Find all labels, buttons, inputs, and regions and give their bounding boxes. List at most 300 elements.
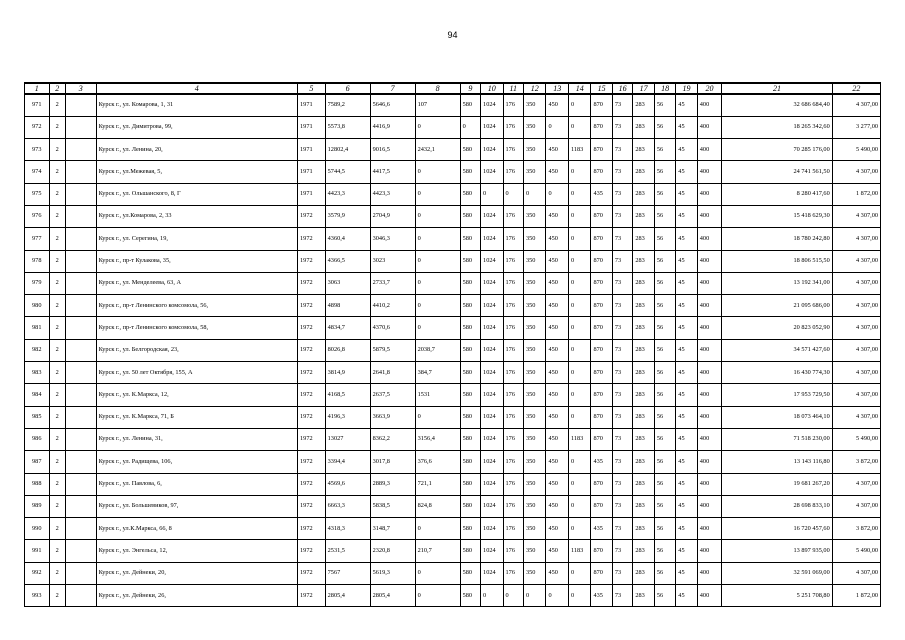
table-row xyxy=(25,518,881,540)
table-cell: 56 xyxy=(654,585,675,607)
table-cell: 450 xyxy=(546,139,568,161)
table-cell: 0 xyxy=(568,317,590,339)
table-cell: 4360,4 xyxy=(325,228,370,250)
table-cell: 0 xyxy=(415,518,460,540)
table-cell: 350 xyxy=(523,94,545,116)
table-cell: 400 xyxy=(697,406,722,428)
table-cell: 350 xyxy=(523,451,545,473)
table-cell: 985 xyxy=(25,406,50,428)
table-cell: 350 xyxy=(523,228,545,250)
table-cell: 16 430 774,30 xyxy=(722,362,832,384)
table-cell: Курск г., ул. Дейнеки, 26, xyxy=(96,585,297,607)
table-cell: 45 xyxy=(676,362,697,384)
table-cell: 350 xyxy=(523,161,545,183)
table-cell: 0 xyxy=(546,585,568,607)
table-row xyxy=(25,562,881,584)
table-cell: 450 xyxy=(546,250,568,272)
table-cell: 3063 xyxy=(325,272,370,294)
table-body xyxy=(25,94,881,607)
table-cell: 3814,9 xyxy=(325,362,370,384)
table-cell: Курск г., ул. Большевиков, 97, xyxy=(96,495,297,517)
table-cell: 870 xyxy=(591,94,612,116)
table-cell: 870 xyxy=(591,562,612,584)
table-cell: 20 823 052,90 xyxy=(722,317,832,339)
table-cell: 56 xyxy=(654,428,675,450)
table-cell: 580 xyxy=(460,94,480,116)
table-cell: 56 xyxy=(654,317,675,339)
table-cell: 176 xyxy=(503,228,523,250)
column-header: 5 xyxy=(298,83,326,94)
table-cell: 580 xyxy=(460,540,480,562)
table-cell: 176 xyxy=(503,205,523,227)
table-cell: 824,8 xyxy=(415,495,460,517)
table-row xyxy=(25,116,881,138)
table-cell: 435 xyxy=(591,585,612,607)
table-cell: 1183 xyxy=(568,139,590,161)
table-cell: 107 xyxy=(415,94,460,116)
column-header: 22 xyxy=(832,83,880,94)
table-cell: 2889,3 xyxy=(370,473,415,495)
table-cell: 0 xyxy=(415,250,460,272)
table-cell xyxy=(65,139,96,161)
table-cell: 450 xyxy=(546,339,568,361)
table-cell: 971 xyxy=(25,94,50,116)
table-cell: 45 xyxy=(676,228,697,250)
column-header: 3 xyxy=(65,83,96,94)
table-cell: 45 xyxy=(676,272,697,294)
table-cell: 2 xyxy=(49,518,65,540)
table-cell: Курск г., ул. Комарова, 1, 31 xyxy=(96,94,297,116)
table-cell: 986 xyxy=(25,428,50,450)
table-cell: 580 xyxy=(460,183,480,205)
table-cell: 283 xyxy=(633,295,654,317)
table-cell: 580 xyxy=(460,272,480,294)
table-cell: 1024 xyxy=(481,384,503,406)
table-cell xyxy=(65,272,96,294)
table-cell: 2 xyxy=(49,94,65,116)
table-cell: 1024 xyxy=(481,518,503,540)
table-cell: 2 xyxy=(49,406,65,428)
table-cell: 580 xyxy=(460,518,480,540)
table-cell: 450 xyxy=(546,428,568,450)
table-cell: Курск г., пр-т Ленинского комсомола, 58, xyxy=(96,317,297,339)
table-cell: 0 xyxy=(415,295,460,317)
column-header: 6 xyxy=(325,83,370,94)
table-cell: 1972 xyxy=(298,428,326,450)
table-cell: 176 xyxy=(503,94,523,116)
table-cell: 45 xyxy=(676,406,697,428)
table-cell xyxy=(65,562,96,584)
header-row xyxy=(25,83,881,94)
table-row xyxy=(25,250,881,272)
table-cell: 210,7 xyxy=(415,540,460,562)
column-header: 11 xyxy=(503,83,523,94)
table-cell: 400 xyxy=(697,295,722,317)
table-cell: 283 xyxy=(633,228,654,250)
table-cell: 0 xyxy=(503,183,523,205)
table-cell: 400 xyxy=(697,317,722,339)
table-cell: Курск г., ул.К.Маркса, 66, 8 xyxy=(96,518,297,540)
table-cell: 3 277,00 xyxy=(832,116,880,138)
table-cell: 870 xyxy=(591,428,612,450)
table-cell: Курск г., ул. К.Маркса, 12, xyxy=(96,384,297,406)
table-cell: 1024 xyxy=(481,540,503,562)
table-cell: 4 307,00 xyxy=(832,384,880,406)
table-cell: 400 xyxy=(697,161,722,183)
table-cell: 450 xyxy=(546,205,568,227)
table-cell: 1972 xyxy=(298,406,326,428)
table-cell: 2704,9 xyxy=(370,205,415,227)
table-cell: 73 xyxy=(612,317,632,339)
table-cell: 400 xyxy=(697,94,722,116)
table-cell: 0 xyxy=(415,317,460,339)
table-cell: 580 xyxy=(460,250,480,272)
table-cell: Курск г., ул. Энгельса, 12, xyxy=(96,540,297,562)
table-cell: 0 xyxy=(415,562,460,584)
table-cell: 5573,8 xyxy=(325,116,370,138)
table-cell: 0 xyxy=(568,272,590,294)
table-cell: 283 xyxy=(633,518,654,540)
table-cell: Курск г., ул.Комарова, 2, 33 xyxy=(96,205,297,227)
table-cell: 283 xyxy=(633,339,654,361)
table-cell xyxy=(65,161,96,183)
table-cell: Курск г., ул. Павлова, 6, xyxy=(96,473,297,495)
table-cell: 1024 xyxy=(481,205,503,227)
table-cell: 0 xyxy=(568,562,590,584)
table-cell: 56 xyxy=(654,161,675,183)
table-cell: 2 xyxy=(49,473,65,495)
table-cell: 6663,3 xyxy=(325,495,370,517)
table-cell: 176 xyxy=(503,428,523,450)
table-cell: 176 xyxy=(503,317,523,339)
table-cell: 56 xyxy=(654,183,675,205)
table-cell: 977 xyxy=(25,228,50,250)
table-row xyxy=(25,585,881,607)
table-cell: 2531,5 xyxy=(325,540,370,562)
table-cell: 15 418 629,30 xyxy=(722,205,832,227)
table-cell: 721,1 xyxy=(415,473,460,495)
table-cell: 2320,8 xyxy=(370,540,415,562)
table-cell: 4410,2 xyxy=(370,295,415,317)
table-cell: 0 xyxy=(568,205,590,227)
table-row xyxy=(25,94,881,116)
table-cell: 4 307,00 xyxy=(832,362,880,384)
table-row xyxy=(25,362,881,384)
table-cell: 0 xyxy=(568,339,590,361)
table-cell: 0 xyxy=(568,473,590,495)
table-cell: 993 xyxy=(25,585,50,607)
table-cell: 176 xyxy=(503,451,523,473)
table-cell: 73 xyxy=(612,116,632,138)
table-cell: 400 xyxy=(697,272,722,294)
table-cell: 5619,3 xyxy=(370,562,415,584)
table-cell: 350 xyxy=(523,473,545,495)
table-cell: 5 490,00 xyxy=(832,139,880,161)
column-header: 9 xyxy=(460,83,480,94)
table-cell: 1024 xyxy=(481,116,503,138)
table-cell: 2805,4 xyxy=(325,585,370,607)
table-cell: 0 xyxy=(546,116,568,138)
table-cell: 870 xyxy=(591,250,612,272)
table-cell: 0 xyxy=(415,205,460,227)
table-cell: 435 xyxy=(591,451,612,473)
table-cell: 1972 xyxy=(298,272,326,294)
table-cell: 0 xyxy=(546,183,568,205)
column-header: 12 xyxy=(523,83,545,94)
table-cell: 870 xyxy=(591,495,612,517)
table-cell xyxy=(65,317,96,339)
table-row xyxy=(25,317,881,339)
table-cell xyxy=(65,518,96,540)
table-cell: 350 xyxy=(523,295,545,317)
table-cell: 45 xyxy=(676,540,697,562)
table-cell xyxy=(65,540,96,562)
table-cell: 73 xyxy=(612,295,632,317)
table-cell: 350 xyxy=(523,362,545,384)
table-cell: 1971 xyxy=(298,116,326,138)
table-cell: 350 xyxy=(523,116,545,138)
table-cell: 283 xyxy=(633,116,654,138)
table-cell: 450 xyxy=(546,272,568,294)
table-cell: 983 xyxy=(25,362,50,384)
table-cell: 13 192 341,00 xyxy=(722,272,832,294)
table-cell: 45 xyxy=(676,183,697,205)
table-cell: 28 698 833,10 xyxy=(722,495,832,517)
column-header: 14 xyxy=(568,83,590,94)
table-cell: 4 307,00 xyxy=(832,495,880,517)
table-cell: 450 xyxy=(546,451,568,473)
table-cell: 4366,5 xyxy=(325,250,370,272)
table-cell: 45 xyxy=(676,317,697,339)
table-cell: 24 741 561,50 xyxy=(722,161,832,183)
table-cell: 283 xyxy=(633,139,654,161)
table-cell: 989 xyxy=(25,495,50,517)
table-cell: 1972 xyxy=(298,451,326,473)
table-cell xyxy=(65,384,96,406)
table-cell: 870 xyxy=(591,406,612,428)
table-cell: Курск г., ул. Димитрова, 99, xyxy=(96,116,297,138)
table-cell xyxy=(65,339,96,361)
table-cell: 2 xyxy=(49,451,65,473)
table-cell: 56 xyxy=(654,362,675,384)
column-header: 20 xyxy=(697,83,722,94)
page-number: 94 xyxy=(447,30,458,40)
table-cell: 4 307,00 xyxy=(832,250,880,272)
table-cell: 1971 xyxy=(298,183,326,205)
table-cell: 56 xyxy=(654,540,675,562)
table-cell: 2432,1 xyxy=(415,139,460,161)
table-row xyxy=(25,139,881,161)
table-cell: 580 xyxy=(460,406,480,428)
table-row xyxy=(25,205,881,227)
table-cell: 450 xyxy=(546,94,568,116)
table-cell: 176 xyxy=(503,272,523,294)
table-cell: 870 xyxy=(591,228,612,250)
table-cell: 5 251 708,80 xyxy=(722,585,832,607)
column-header: 10 xyxy=(481,83,503,94)
table-cell: 0 xyxy=(415,406,460,428)
table-cell: 4416,9 xyxy=(370,116,415,138)
table-cell: 350 xyxy=(523,495,545,517)
table-cell xyxy=(65,495,96,517)
table-cell: 1024 xyxy=(481,161,503,183)
table-cell: 580 xyxy=(460,562,480,584)
table-cell: 3 872,00 xyxy=(832,518,880,540)
table-cell: 45 xyxy=(676,428,697,450)
table-cell: 56 xyxy=(654,94,675,116)
table-cell: 1183 xyxy=(568,428,590,450)
table-row xyxy=(25,295,881,317)
table-cell: 2 xyxy=(49,116,65,138)
table-cell: 18 780 242,80 xyxy=(722,228,832,250)
table-cell: 73 xyxy=(612,228,632,250)
table-cell: 1971 xyxy=(298,161,326,183)
table-cell: 350 xyxy=(523,540,545,562)
table-cell: 176 xyxy=(503,116,523,138)
table-cell: 56 xyxy=(654,295,675,317)
table-cell: 176 xyxy=(503,495,523,517)
table-cell: 350 xyxy=(523,339,545,361)
table-cell: 0 xyxy=(568,161,590,183)
table-cell: 2 xyxy=(49,139,65,161)
table-cell: 16 720 457,60 xyxy=(722,518,832,540)
table-cell: 450 xyxy=(546,406,568,428)
table-cell: 450 xyxy=(546,562,568,584)
table-cell: 972 xyxy=(25,116,50,138)
table-cell: Курск г., пр-т Кулакова, 35, xyxy=(96,250,297,272)
table-cell: 2 xyxy=(49,228,65,250)
table-cell: 13 897 935,00 xyxy=(722,540,832,562)
table-cell: 4417,5 xyxy=(370,161,415,183)
table-cell: 450 xyxy=(546,295,568,317)
table-cell: 400 xyxy=(697,384,722,406)
column-header: 16 xyxy=(612,83,632,94)
table-cell: 5744,5 xyxy=(325,161,370,183)
table-cell: 283 xyxy=(633,585,654,607)
table-cell: 400 xyxy=(697,205,722,227)
table-cell: 0 xyxy=(460,116,480,138)
table-cell: 580 xyxy=(460,339,480,361)
table-cell: 1972 xyxy=(298,339,326,361)
table-cell: 1971 xyxy=(298,139,326,161)
table-cell: 176 xyxy=(503,473,523,495)
table-row xyxy=(25,272,881,294)
table-cell: 56 xyxy=(654,116,675,138)
table-cell: 2 xyxy=(49,317,65,339)
table-cell: 3663,9 xyxy=(370,406,415,428)
table-cell: 45 xyxy=(676,250,697,272)
table-cell: 4898 xyxy=(325,295,370,317)
table-cell: 73 xyxy=(612,94,632,116)
table-cell: 580 xyxy=(460,362,480,384)
table-cell: 8026,8 xyxy=(325,339,370,361)
table-cell: 4 307,00 xyxy=(832,161,880,183)
table-cell: 283 xyxy=(633,428,654,450)
table-cell: 400 xyxy=(697,428,722,450)
table-cell: 283 xyxy=(633,250,654,272)
table-cell: 12802,4 xyxy=(325,139,370,161)
table-cell: 376,6 xyxy=(415,451,460,473)
table-cell: 870 xyxy=(591,384,612,406)
table-cell: 1024 xyxy=(481,139,503,161)
table-cell: Курск г., ул. Белгородская, 23, xyxy=(96,339,297,361)
table-row xyxy=(25,473,881,495)
table-cell: 4 307,00 xyxy=(832,406,880,428)
table-cell xyxy=(65,451,96,473)
table-cell: 0 xyxy=(568,406,590,428)
table-cell: 435 xyxy=(591,183,612,205)
table-cell: 4318,3 xyxy=(325,518,370,540)
table-cell: 870 xyxy=(591,139,612,161)
table-cell: 350 xyxy=(523,518,545,540)
table-row xyxy=(25,540,881,562)
table-cell: 5838,5 xyxy=(370,495,415,517)
table-cell: 0 xyxy=(523,183,545,205)
table-cell: 4196,3 xyxy=(325,406,370,428)
table-cell: 450 xyxy=(546,362,568,384)
table-cell: 982 xyxy=(25,339,50,361)
table-cell: 1971 xyxy=(298,94,326,116)
table-cell: 980 xyxy=(25,295,50,317)
table-cell: 979 xyxy=(25,272,50,294)
table-cell: 13027 xyxy=(325,428,370,450)
table-cell: 450 xyxy=(546,495,568,517)
table-cell: 1972 xyxy=(298,250,326,272)
table-cell: 1024 xyxy=(481,406,503,428)
table-cell: 350 xyxy=(523,406,545,428)
table-cell: 1972 xyxy=(298,362,326,384)
table-cell: 176 xyxy=(503,384,523,406)
table-cell xyxy=(65,406,96,428)
table-cell: 19 681 267,20 xyxy=(722,473,832,495)
table-cell: 450 xyxy=(546,161,568,183)
table-cell: 21 095 686,00 xyxy=(722,295,832,317)
table-cell: Курск г., ул. Менделеева, 63, А xyxy=(96,272,297,294)
table-cell: 2 xyxy=(49,272,65,294)
table-cell: 1972 xyxy=(298,295,326,317)
table-cell: 3 872,00 xyxy=(832,451,880,473)
table-cell: 0 xyxy=(568,495,590,517)
table-cell xyxy=(65,228,96,250)
table-cell: 9016,5 xyxy=(370,139,415,161)
table-cell: 580 xyxy=(460,228,480,250)
table-cell: 176 xyxy=(503,362,523,384)
table-cell: 4 307,00 xyxy=(832,562,880,584)
table-cell: 580 xyxy=(460,451,480,473)
table-cell: 580 xyxy=(460,428,480,450)
table-cell: 384,7 xyxy=(415,362,460,384)
table-cell: 176 xyxy=(503,518,523,540)
table-cell: 5646,6 xyxy=(370,94,415,116)
table-cell: 350 xyxy=(523,428,545,450)
table-cell: 4 307,00 xyxy=(832,317,880,339)
table-cell: 1024 xyxy=(481,228,503,250)
table-cell: 34 571 427,60 xyxy=(722,339,832,361)
table-cell: 870 xyxy=(591,317,612,339)
table-cell: 1972 xyxy=(298,205,326,227)
column-header: 8 xyxy=(415,83,460,94)
table-cell: 283 xyxy=(633,540,654,562)
table-cell: 981 xyxy=(25,317,50,339)
table-cell: 13 143 116,80 xyxy=(722,451,832,473)
table-cell: 45 xyxy=(676,116,697,138)
table-cell: 45 xyxy=(676,585,697,607)
table-cell: 2 xyxy=(49,428,65,450)
table-cell: 1024 xyxy=(481,473,503,495)
table-cell: 283 xyxy=(633,406,654,428)
table-cell xyxy=(65,585,96,607)
table-cell: 1024 xyxy=(481,451,503,473)
